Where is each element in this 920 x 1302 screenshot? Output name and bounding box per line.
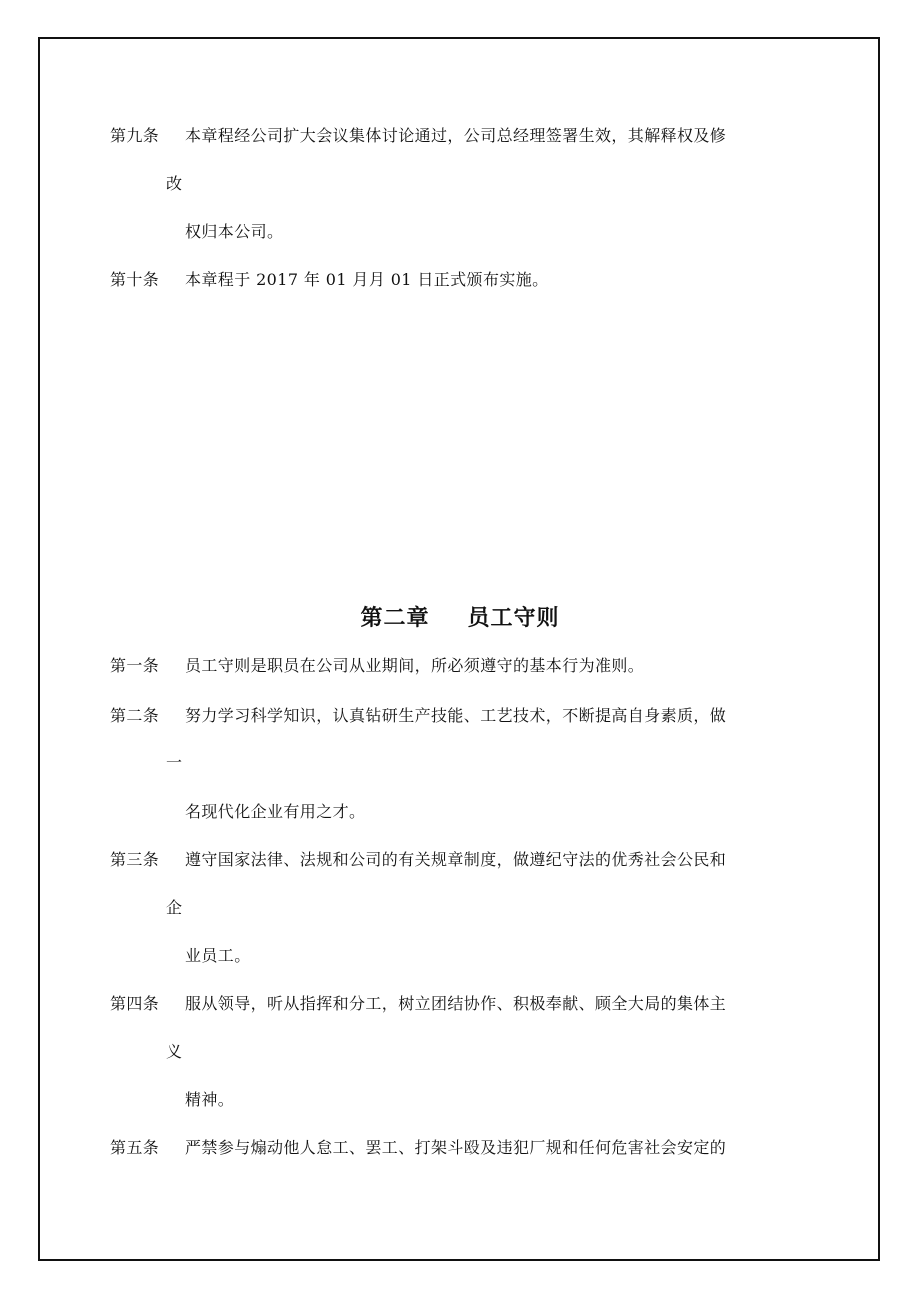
article-label: 第五条 [110, 1138, 160, 1157]
page-border [38, 37, 880, 1261]
article-text-continuation: 名现代化企业有用之才。 [185, 802, 366, 821]
article-text-wrap: 改 [166, 174, 183, 193]
article-label: 第四条 [110, 994, 160, 1013]
article-label: 第三条 [110, 850, 160, 869]
article-text: 服从领导，听从指挥和分工，树立团结协作、积极奉献、顾全大局的集体主 [185, 994, 727, 1013]
chapter-number: 第二章 [360, 605, 430, 631]
article-text-wrap: 义 [166, 1042, 183, 1061]
article-text: 严禁参与煽动他人怠工、罢工、打架斗殴及违犯厂规和任何危害社会安定的 [185, 1138, 727, 1157]
chapter-name: 员工守则 [467, 605, 560, 631]
article-text-continuation: 权归本公司。 [185, 222, 284, 241]
article-label: 第九条 [110, 126, 160, 145]
article-text: 本章程经公司扩大会议集体讨论通过，公司总经理签署生效，其解释权及修 [185, 126, 727, 145]
article-label: 第十条 [110, 270, 160, 289]
article-text-continuation: 业员工。 [185, 946, 251, 965]
article-text: 努力学习科学知识，认真钻研生产技能、工艺技术，不断提高自身素质，做 [185, 706, 727, 725]
article-text: 员工守则是职员在公司从业期间，所必须遵守的基本行为准则。 [185, 656, 645, 675]
article-text-wrap: 企 [166, 898, 183, 917]
article-text-wrap: 一 [166, 753, 183, 772]
article-label: 第二条 [110, 706, 160, 725]
article-label: 第一条 [110, 656, 160, 675]
article-text-continuation: 精神。 [185, 1090, 235, 1109]
article-text: 本章程于 2017 年 01 月月 01 日正式颁布实施。 [185, 270, 549, 289]
article-text: 遵守国家法律、法规和公司的有关规章制度，做遵纪守法的优秀社会公民和 [185, 850, 727, 869]
chapter-title [0, 604, 920, 632]
